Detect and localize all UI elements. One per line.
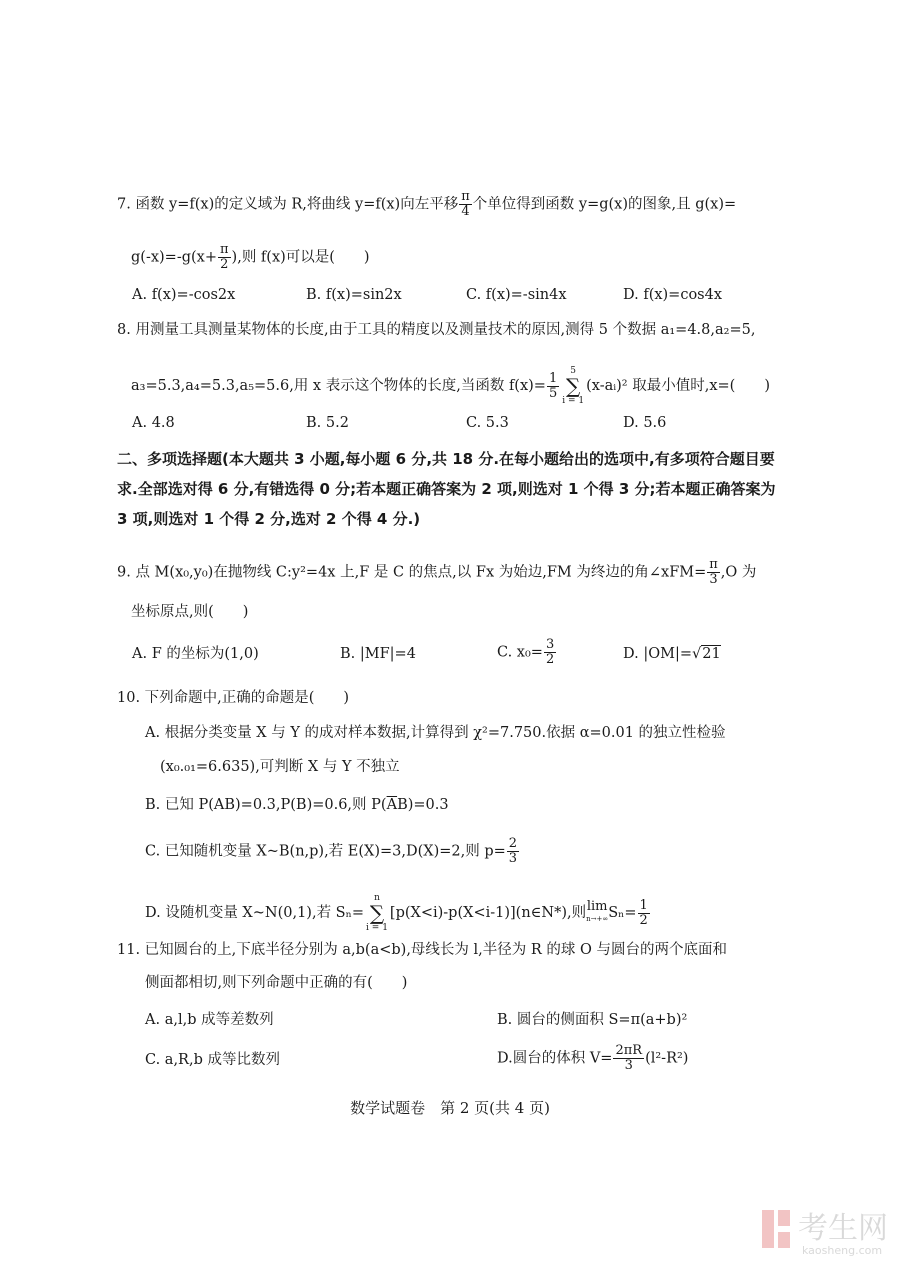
q8-frac: $\frac{1}{5}$: [548, 370, 558, 401]
q7-frac2: $\frac{\pi}{2}$: [220, 242, 229, 272]
q10-option-c: C. 已知随机变量 X~B(n,p),若 E(X)=3,D(X)=2,则 p= $\frac{2}{3}$: [145, 836, 518, 866]
watermark-url-text: kaosheng.com: [802, 1244, 883, 1257]
q10-stem: 10. 下列命题中,正确的命题是( ): [117, 690, 350, 706]
q10-option-a-line1: A. 根据分类变量 X 与 Y 的成对样本数据,计算得到 χ²=7.750.依据 α=0.01 的独立性检验: [145, 725, 726, 741]
q11-option-c: C. a,R,b 成等比数列: [145, 1052, 280, 1068]
section-2-heading: 二、多项选择题(本大题共 3 小题,每小题 6 分,共 18 分.在每小题给出的选项中,有多项符合题目要求.全部选对得 6 分,有错选得 0 分;若本题正确答案为 2 项,则选对 1 个得 3 分;若本题正确答案为 3 项,则选对 1 个得 2 分,选对 2 个得 4 分.): [117, 450, 776, 528]
q8-line2: a₃=5.3,a₄=5.3,a₅=5.6,用 x 表示这个物体的长度,当函数 f(x)= $\frac{1}{5}$ 5 ∑ i = 1(x-aᵢ)² 取最小值时,x=( ): [131, 366, 770, 406]
q9-option-b: B. |MF|=4: [340, 646, 416, 662]
q11-option-b: B. 圆台的侧面积 S=π(a+b)²: [497, 1012, 688, 1028]
q9-option-d: D. |OM|=√21: [623, 646, 721, 662]
q7-option-d: D. f(x)=cos4x: [623, 287, 723, 303]
q11-line1: 11. 已知圆台的上,下底半径分别为 a,b(a<b),母线长为 l,半径为 R 的球 O 与圆台的两个底面和: [117, 942, 728, 958]
kaosheng-logo-icon: [762, 1196, 892, 1266]
q8-option-b: B. 5.2: [306, 415, 349, 431]
q10-option-a-line2: (x₀.₀₁=6.635),可判断 X 与 Y 不独立: [160, 759, 400, 775]
watermark-brand-text: 考生网: [798, 1211, 888, 1246]
q8-option-d: D. 5.6: [623, 415, 667, 431]
q11-option-d: D.圆台的体积 V= $\frac{2\pi R}{3}$ (l²-R²): [497, 1043, 689, 1073]
q11-line2: 侧面都相切,则下列命题中正确的有( ): [145, 975, 408, 991]
q10-option-b: B. 已知 P(AB)=0.3,P(B)=0.6,则 $P(\overline{A}B)=0.3$: [145, 797, 449, 813]
q9-line2: 坐标原点,则( ): [131, 604, 249, 620]
page-footer: 数学试题卷 第 2 页(共 4 页): [350, 1099, 550, 1117]
q7-line2: g(-x)=-g(x+ $\frac{\pi}{2}$ ),则 f(x)可以是( ): [131, 242, 370, 272]
q11-option-a: A. a,l,b 成等差数列: [145, 1012, 274, 1028]
q9-option-a: A. F 的坐标为(1,0): [132, 646, 259, 662]
q8-option-a: A. 4.8: [132, 415, 175, 431]
q9-line1: 9. 点 M(x₀,y₀)在抛物线 C:y²=4x 上,F 是 C 的焦点,以 Fx 为始边,FM 为终边的角∠xFM= $\frac{\pi}{3}$ ,O 为: [117, 557, 757, 587]
q7-frac: $\frac{\pi}{4}$: [461, 189, 470, 219]
q8-line1: 8. 用测量工具测量某物体的长度,由于工具的精度以及测量技术的原因,测得 5 个数据 a₁=4.8,a₂=5,: [117, 322, 756, 338]
q9-frac: $\frac{\pi}{3}$: [709, 557, 718, 587]
q8-sigma: 5 ∑ i = 1: [562, 366, 585, 406]
q7-line1: 7. 函数 y=f(x)的定义域为 R,将曲线 y=f(x)向左平移 $\frac{\pi}{4}$ 个单位得到函数 y=g(x)的图象,且 g(x)=: [117, 189, 737, 219]
kaosheng-watermark-logo: [762, 1196, 892, 1266]
q7-option-a: A. f(x)=-cos2x: [132, 287, 236, 303]
q10-option-d: D. 设随机变量 X~N(0,1),若 Sₙ=n ∑ i = 1[p(X<i)-p(X<i-1)](n∈N*),则lim n→+∞ Sₙ= $\frac{1}{2}$: [145, 893, 648, 933]
q8-option-c: C. 5.3: [466, 415, 509, 431]
q7-option-b: B. f(x)=sin2x: [306, 287, 402, 303]
q7-option-c: C. f(x)=-sin4x: [466, 287, 567, 303]
q9-option-c: C. x₀= $\frac{3}{2}$: [497, 637, 555, 667]
